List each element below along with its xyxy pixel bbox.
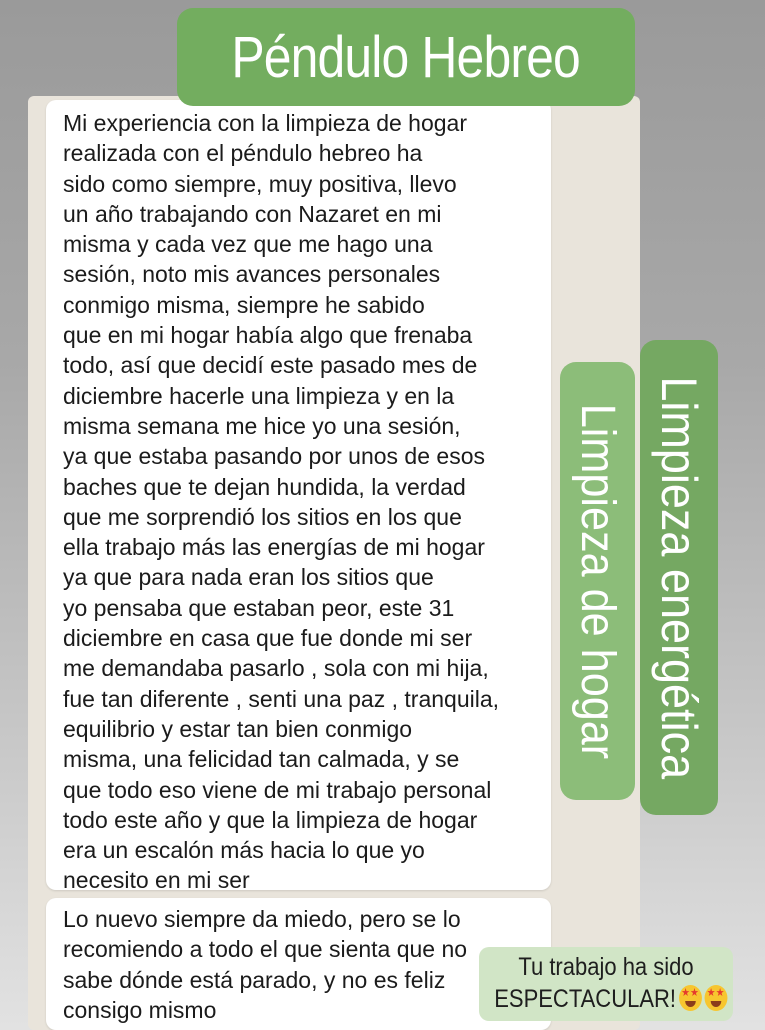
message-line: que me sorprendió los sitios en los que <box>63 503 462 530</box>
message-line: misma y cada vez que me hago una <box>63 231 433 258</box>
message-line: Mi experiencia con la limpieza de hogar <box>63 110 467 136</box>
message-line: que todo eso viene de mi trabajo personal <box>63 776 492 803</box>
sticker-line-2-text: ESPECTACULAR! <box>494 985 676 1013</box>
side-tag-label: Limpieza de hogar <box>571 403 624 759</box>
title-tag <box>177 8 635 106</box>
message-line: diciembre hacerle una limpieza y en la <box>63 382 455 409</box>
star-struck-emoji-icon <box>704 985 727 1011</box>
side-tag-limpieza-de-hogar <box>560 362 635 800</box>
message-bubble-2[interactable] <box>46 898 551 1030</box>
message-line: diciembre en casa que fue donde mi ser <box>63 625 473 652</box>
message-line: realizada con el péndulo hebreo ha <box>63 140 423 167</box>
sticker-line-1: Tu trabajo ha sido <box>518 953 694 981</box>
message-line: fue tan diferente , senti una paz , tranquila, <box>63 685 500 712</box>
message-line: todo, así que decidí este pasado mes de <box>63 352 478 379</box>
message-line: yo pensaba que estaban peor, este 31 <box>63 594 455 621</box>
sticker-banner <box>479 947 733 1021</box>
message-line: un año trabajando con Nazaret en mi <box>63 200 442 227</box>
message-line: equilibrio y estar tan bien conmigo <box>63 715 413 742</box>
message-line: que en mi hogar había algo que frenaba <box>63 322 473 349</box>
message-line: sesión, noto mis avances personales <box>63 261 441 288</box>
message-text <box>63 108 537 896</box>
message-line: misma semana me hice yo una sesión, <box>63 412 461 439</box>
message-bubble-1[interactable] <box>46 100 551 894</box>
message-line: baches que te dejan hundida, la verdad <box>63 473 466 500</box>
page-title: Péndulo Hebreo <box>231 24 581 90</box>
message-line: sido como siempre, muy positiva, llevo <box>63 170 457 197</box>
message-line: recomiendo a todo el que sienta que no <box>63 936 468 963</box>
message-line: conmigo misma, siempre he sabido <box>63 291 425 318</box>
message-text <box>63 904 537 1025</box>
message-line: ella trabajo más las energías de mi hogar <box>63 534 485 561</box>
sticker-line-2 <box>494 983 718 1015</box>
message-line: me demandaba pasarlo , sola con mi hija, <box>63 655 489 682</box>
message-line: ya que para nada eran los sitios que <box>63 564 434 591</box>
message-line: necesito en mi ser <box>63 867 250 894</box>
message-line: todo este año y que la limpieza de hogar <box>63 806 478 833</box>
message-line: misma, una felicidad tan calmada, y se <box>63 746 460 773</box>
side-tag-label: Limpieza energética <box>651 376 707 779</box>
message-line: ya que estaba pasando por unos de esos <box>63 443 485 470</box>
side-tag-limpieza-energetica <box>640 340 718 815</box>
message-line: sabe dónde está parado, y no es feliz <box>63 966 446 993</box>
star-struck-emoji-icon <box>679 985 702 1011</box>
message-line: consigo mismo <box>63 996 217 1023</box>
message-line: Lo nuevo siempre da miedo, pero se lo <box>63 906 461 932</box>
message-line: era un escalón más hacia lo que yo <box>63 837 425 864</box>
